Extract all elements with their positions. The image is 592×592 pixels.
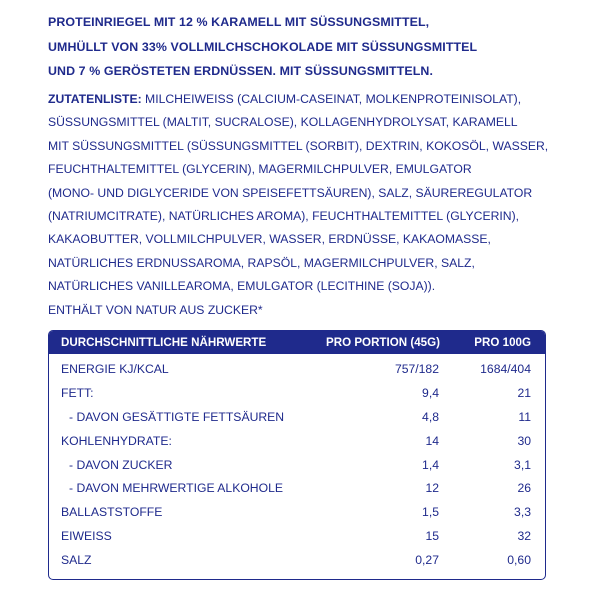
nutrition-table-header (49, 331, 545, 354)
table-row (49, 358, 545, 382)
per-100g-value: 3,1 (514, 457, 531, 472)
table-row (49, 454, 545, 478)
per-portion-value: 1,4 (422, 457, 439, 472)
ingredient-line: (MONO- UND DIGLYCERIDE VON SPEISEFETTSÄUREN), SALZ, SÄUREREGULATOR (48, 185, 533, 200)
per-100g-value: 30 (517, 433, 531, 448)
per-100g-value: 3,3 (514, 505, 531, 520)
product-description (48, 10, 568, 84)
per-portion-value: 0,27 (415, 553, 439, 568)
ingredient-line: MIT SÜSSUNGSMITTEL (SÜSSUNGSMITTEL (SORBIT), DEXTRIN, KOKOSÖL, WASSER, (48, 138, 549, 153)
per-portion-value: 4,8 (422, 409, 439, 424)
nutrition-table (48, 330, 546, 580)
ingredient-line: NATÜRLICHES VANILLEAROMA, EMULGATOR (LECITHINE (SOJA)). (48, 279, 436, 294)
ingredient-line: (NATRIUMCITRATE), NATÜRLICHES AROMA), FEUCHTHALTEMITTEL (GLYCERIN), (48, 209, 520, 224)
per-100g-value: 26 (517, 481, 531, 496)
product-description-line: UND 7 % GERÖSTETEN ERDNÜSSEN. MIT SÜSSUNGSMITTELN. (48, 64, 434, 78)
ingredient-text: MILCHEIWEISS (CALCIUM-CASEINAT, MOLKENPROTEINISOLAT), (141, 92, 522, 106)
nutrient-name: SALZ (61, 553, 92, 568)
header-per-portion-column: PRO PORTION (45G) (325, 336, 440, 349)
per-100g-value: 1684/404 (480, 362, 531, 376)
ingredient-line: SÜSSUNGSMITTEL (MALTIT, SUCRALOSE), KOLLAGENHYDROLYSAT, KARAMELL (48, 115, 518, 130)
nutrient-name: - DAVON MEHRWERTIGE ALKOHOLE (69, 481, 283, 496)
per-portion-value: 12 (425, 481, 439, 496)
table-row (49, 477, 545, 501)
nutrient-name: EIWEISS (61, 529, 112, 544)
nutrient-name: FETT: (61, 385, 94, 400)
nutrient-name: - DAVON GESÄTTIGTE FETTSÄUREN (69, 409, 285, 424)
table-row (49, 430, 545, 454)
per-portion-value: 1,5 (422, 505, 439, 520)
table-row (49, 382, 545, 406)
product-description-line: PROTEINRIEGEL MIT 12 % KARAMELL MIT SÜSSUNGSMITTEL, (48, 15, 430, 29)
table-row (49, 501, 545, 525)
nutrient-name: KOHLENHYDRATE: (61, 433, 172, 448)
ingredient-line: FEUCHTHALTEMITTEL (GLYCERIN), MAGERMILCHPULVER, EMULGATOR (48, 162, 472, 177)
nutrition-rows (49, 358, 545, 573)
nutrient-name: BALLASTSTOFFE (61, 505, 163, 520)
ingredient-list (48, 88, 578, 322)
per-portion-value: 9,4 (422, 385, 439, 400)
table-row (49, 549, 545, 573)
ingredient-line: KAKAOBUTTER, VOLLMILCHPULVER, WASSER, ERDNÜSSE, KAKAOMASSE, (48, 232, 491, 247)
nutrient-name: ENERGIE KJ/KCAL (61, 362, 169, 376)
header-per-100g-column: PRO 100G (474, 336, 531, 349)
ingredient-line (48, 88, 578, 111)
ingredient-line: NATÜRLICHES ERDNUSSAROMA, RAPSÖL, MAGERMILCHPULVER, SALZ, (48, 255, 475, 270)
per-100g-value: 32 (517, 529, 531, 544)
per-portion-value: 14 (425, 433, 439, 448)
nutrient-name: - DAVON ZUCKER (69, 457, 173, 472)
table-row (49, 525, 545, 549)
ingredient-list-label: ZUTATENLISTE: (48, 92, 142, 106)
table-row (49, 406, 545, 430)
per-100g-value: 21 (517, 385, 531, 400)
per-100g-value: 11 (518, 409, 531, 424)
per-portion-value: 757/182 (394, 362, 439, 376)
header-nutrient-column: DURCHSCHNITTLICHE NÄHRWERTE (61, 336, 267, 349)
per-portion-value: 15 (425, 529, 439, 544)
per-100g-value: 0,60 (507, 553, 531, 568)
natural-sugar-note: ENTHÄLT VON NATUR AUS ZUCKER* (48, 302, 263, 317)
product-description-line: UMHÜLLT VON 33% VOLLMILCHSCHOKOLADE MIT SÜSSUNGSMITTEL (48, 39, 478, 54)
